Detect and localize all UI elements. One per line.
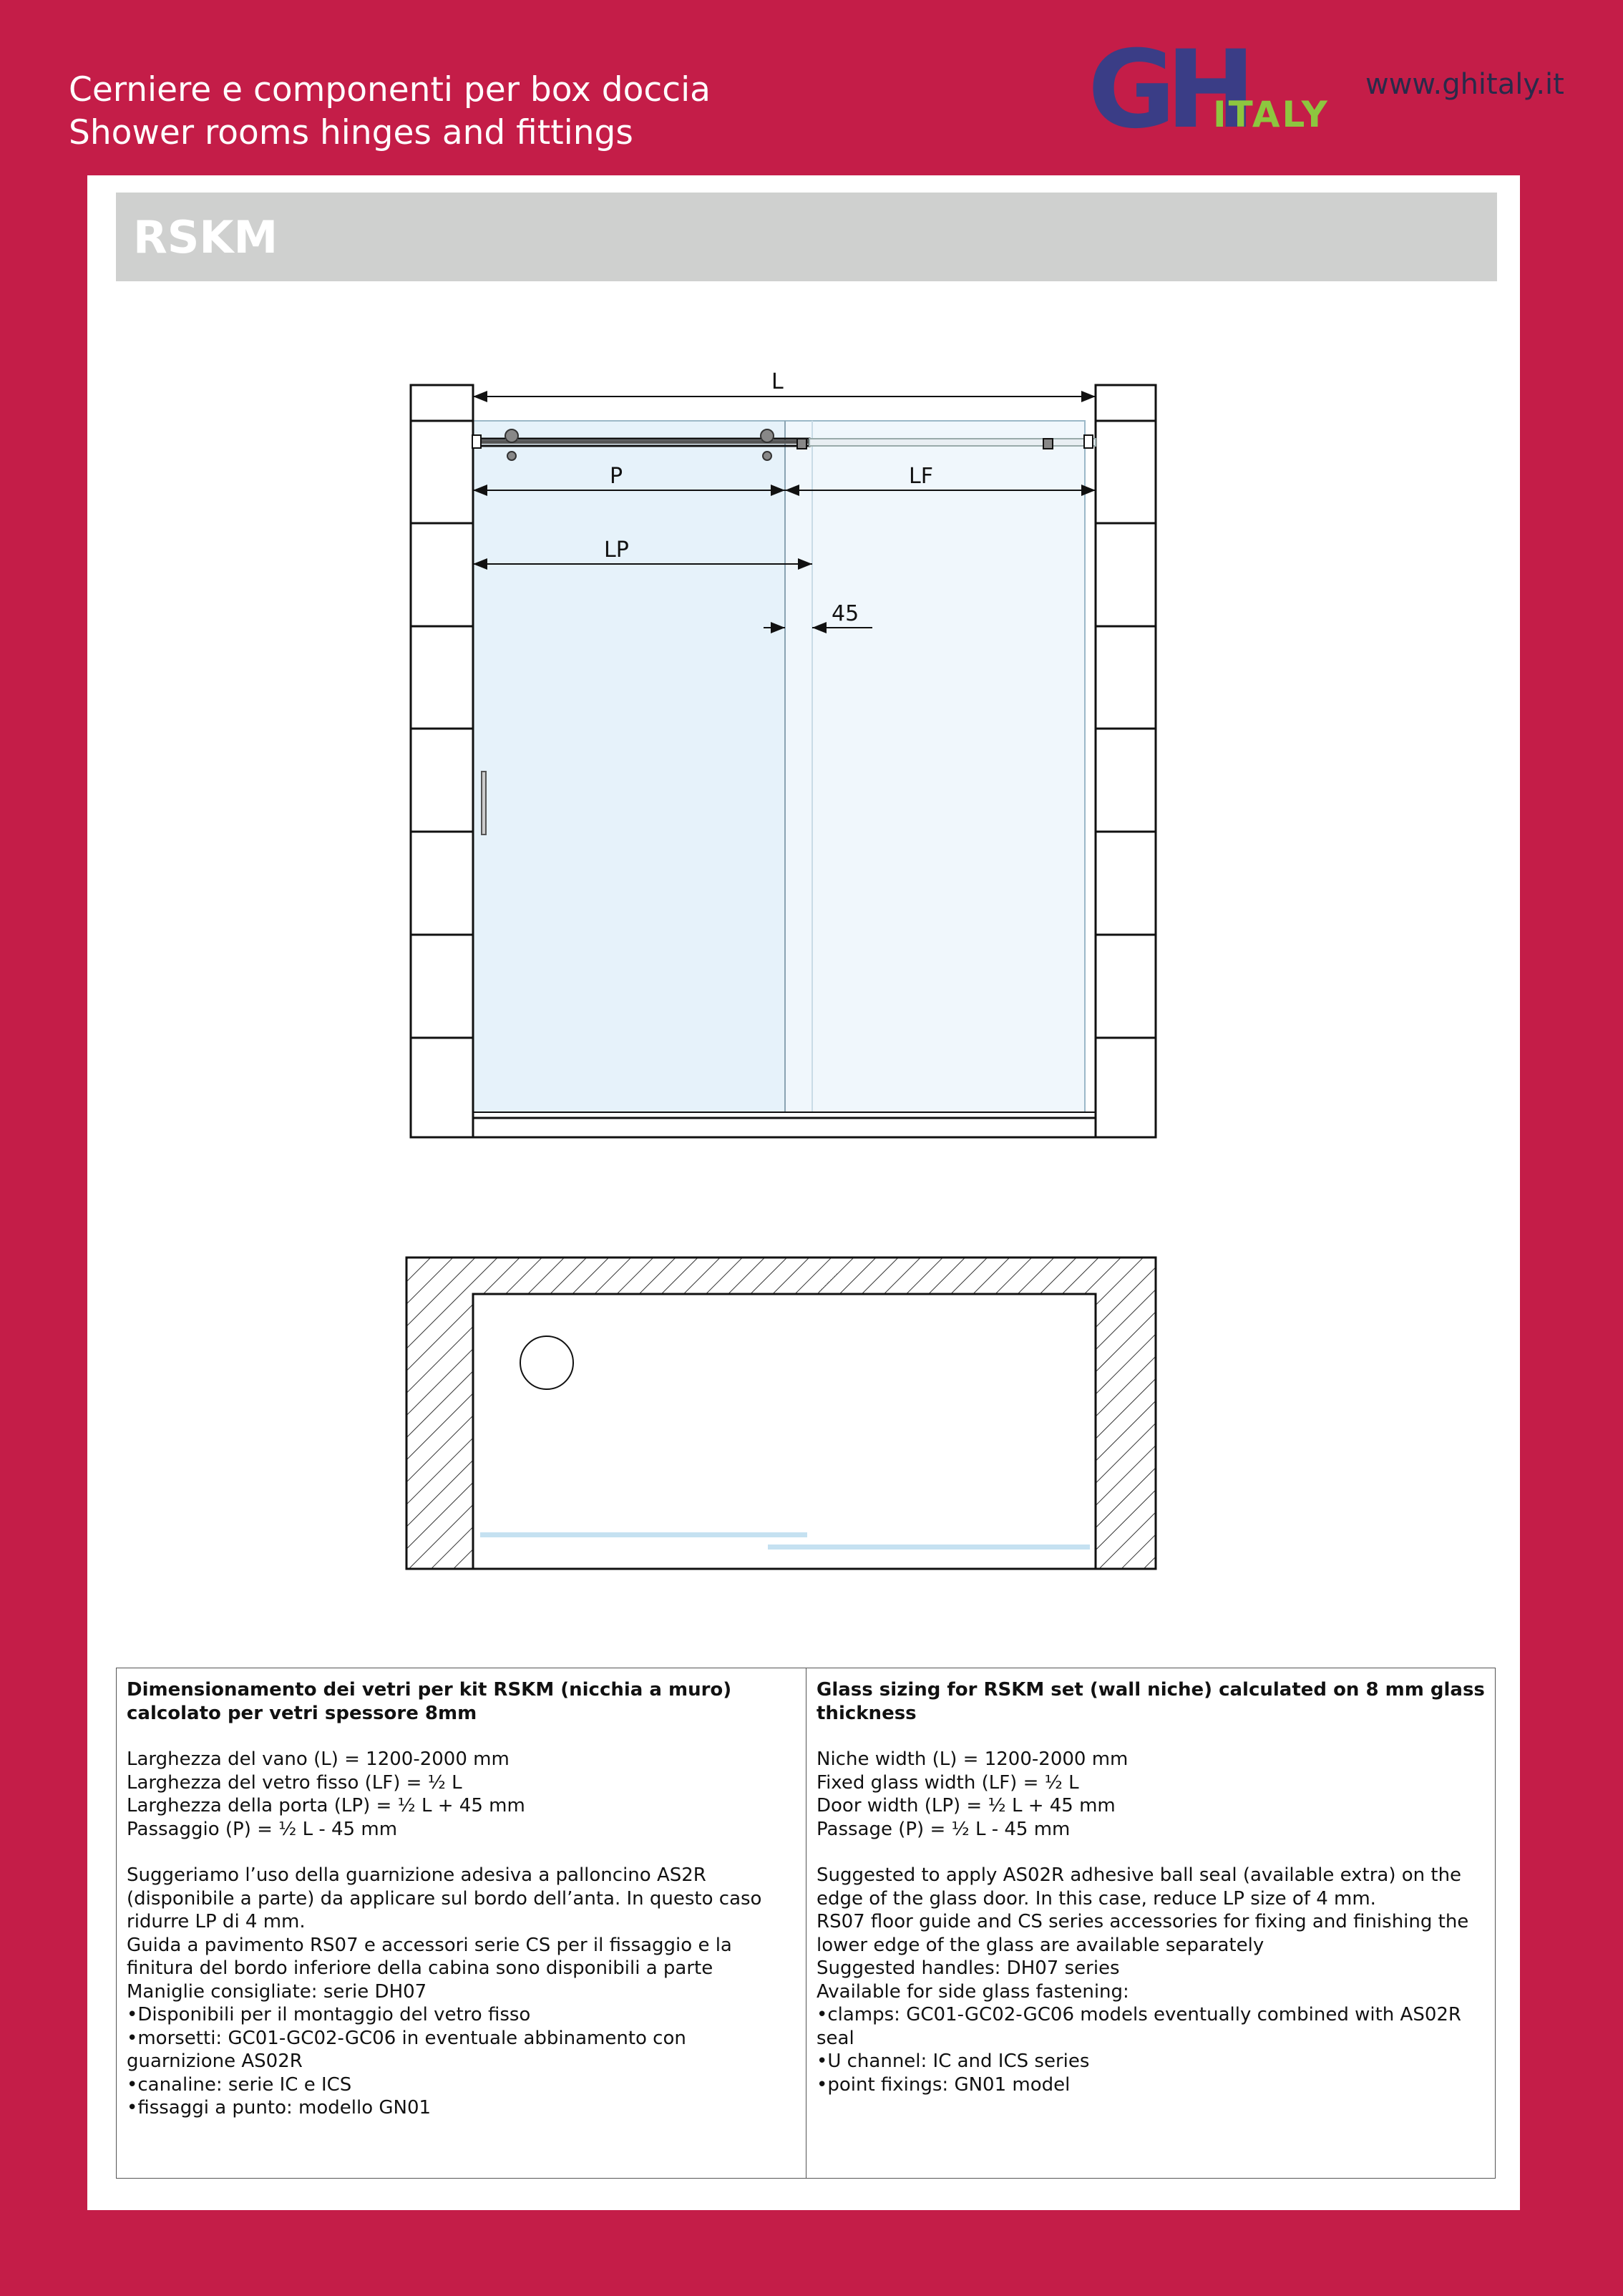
spec-notes-italian xyxy=(127,1864,796,2120)
gh-italy-logo xyxy=(1088,39,1352,140)
spec-note: •point fixings: GN01 model xyxy=(817,2073,1071,2096)
website-link[interactable]: www.ghitaly.it xyxy=(1365,68,1564,101)
product-sheet xyxy=(87,175,1520,2210)
spec-note: •canaline: serie IC e ICS xyxy=(127,2073,352,2096)
spec-line: Larghezza del vano (L) = 1200-2000 mm xyxy=(127,1748,510,1770)
fixed-glass-plan xyxy=(768,1545,1090,1550)
spec-dimensions-italian xyxy=(127,1748,796,1841)
shower-tray xyxy=(473,1294,1096,1569)
logo-main-text: GH xyxy=(1088,39,1246,140)
spec-note: •morsetti: GC01-GC02-GC06 in eventuale abbinamento con guarnizione AS02R xyxy=(127,2027,686,2072)
spec-column-english xyxy=(806,1668,1495,2178)
spec-note: Maniglie consigliate: serie DH07 xyxy=(127,1980,427,2003)
spec-note: Available for side glass fastening: xyxy=(817,1980,1129,2003)
spec-note: RS07 floor guide and CS series accessories for fixing and finishing the lower edge of the glass are available separately xyxy=(817,1911,1469,1956)
spec-note: Suggested to apply AS02R adhesive ball seal (available extra) on the edge of the glass door. In this case, reduce LP size of 4 mm. xyxy=(817,1864,1462,1910)
spec-note: Suggested handles: DH07 series xyxy=(817,1957,1120,1979)
label-L: L xyxy=(771,369,784,394)
header-tagline xyxy=(69,69,711,155)
spec-notes-english xyxy=(817,1864,1485,2096)
spec-heading-italian: Dimensionamento dei vetri per kit RSKM (nicchia a muro) calcolato per vetri spessore 8mm xyxy=(127,1679,732,1724)
spec-note: Suggeriamo l’uso della guarnizione adesiva a palloncino AS2R (disponibile a parte) da applicare sul bordo dell’anta. In questo caso ridurre LP di 4 mm. xyxy=(127,1864,762,1932)
spec-note: Guida a pavimento RS07 e accessori serie CS per il fissaggio e la finitura del bordo inferiore della cabina sono disponibili a parte xyxy=(127,1934,732,1979)
tagline-italian: Cerniere e componenti per box doccia xyxy=(69,70,711,110)
spec-line: Door width (LP) = ½ L + 45 mm xyxy=(817,1795,1116,1816)
label-LP: LP xyxy=(604,537,629,563)
spec-line: Larghezza della porta (LP) = ½ L + 45 mm xyxy=(127,1795,525,1816)
spec-column-italian xyxy=(117,1668,806,2178)
label-LF: LF xyxy=(909,464,933,489)
spec-line: Niche width (L) = 1200-2000 mm xyxy=(817,1748,1129,1770)
label-P: P xyxy=(610,464,623,489)
spec-note: •fissaggi a punto: modello GN01 xyxy=(127,2097,432,2119)
spec-line: Larghezza del vetro fisso (LF) = ½ L xyxy=(127,1771,462,1794)
logo-sub-text: ITALY xyxy=(1213,94,1330,135)
spec-note: •U channel: IC and ICS series xyxy=(817,2051,1090,2072)
spec-line: Passaggio (P) = ½ L - 45 mm xyxy=(127,1818,398,1840)
spec-note: •Disponibili per il montaggio del vetro fisso xyxy=(127,2004,531,2025)
spec-line: Fixed glass width (LF) = ½ L xyxy=(817,1771,1079,1794)
label-gap: 45 xyxy=(832,601,859,626)
drain xyxy=(520,1336,573,1389)
spec-line: Passage (P) = ½ L - 45 mm xyxy=(817,1818,1071,1840)
tagline-english: Shower rooms hinges and fittings xyxy=(69,113,633,152)
spec-dimensions-english xyxy=(817,1748,1485,1841)
door-glass-plan xyxy=(480,1532,807,1537)
spec-table xyxy=(116,1668,1496,2179)
spec-note: •clamps: GC01-GC02-GC06 models eventually combined with AS02R seal xyxy=(817,2004,1461,2049)
product-code: RSKM xyxy=(133,211,278,263)
plan-view-diagram xyxy=(87,175,1520,1607)
spec-heading-english: Glass sizing for RSKM set (wall niche) calculated on 8 mm glass thickness xyxy=(817,1679,1485,1724)
